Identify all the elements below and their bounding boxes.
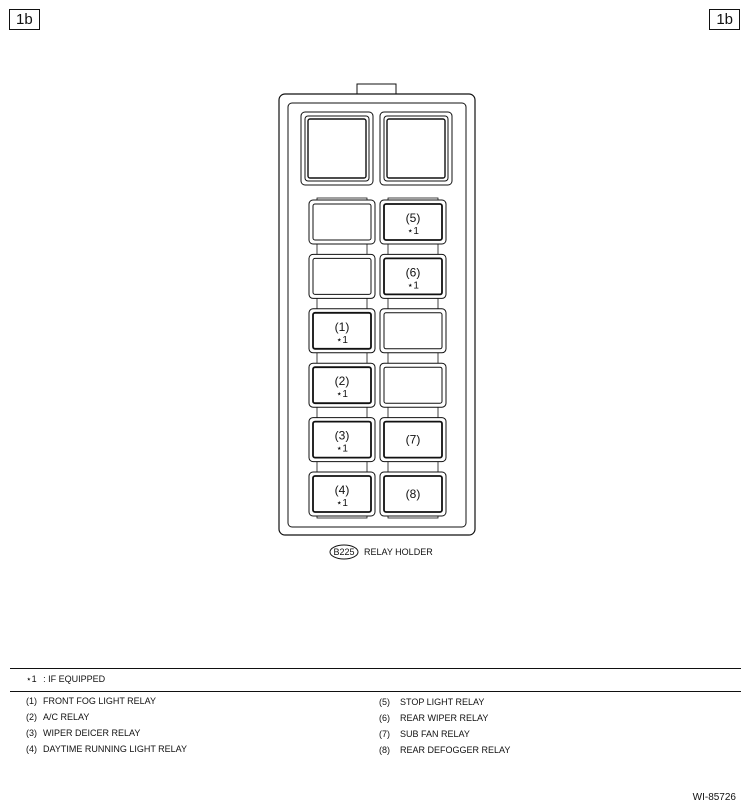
relay-slot-number: (2) xyxy=(334,374,350,389)
relay-slot xyxy=(380,418,446,462)
figure-code: WI-85726 xyxy=(692,792,736,803)
legend-item-num: (3) xyxy=(26,728,37,738)
legend-item-num: (1) xyxy=(26,696,37,706)
note-text: : IF EQUIPPED xyxy=(43,674,106,684)
legend-item-label: REAR WIPER RELAY xyxy=(400,713,489,723)
connector-id: B225 xyxy=(333,547,355,557)
legend-item-label: STOP LIGHT RELAY xyxy=(400,697,485,707)
note-mark: ⋆1 xyxy=(26,674,37,684)
relay-slot xyxy=(380,200,446,244)
relay-slot-equipped-mark: ⋆1 xyxy=(336,334,348,346)
relay-slot xyxy=(380,254,446,298)
holder-top-tab xyxy=(357,84,396,94)
relay-slot-number: (1) xyxy=(334,319,350,334)
relay-slot xyxy=(309,418,375,462)
relay-slot-outer xyxy=(309,254,375,298)
relay-slot-number: (7) xyxy=(405,432,421,447)
relay-slot xyxy=(380,309,446,353)
relay-slot xyxy=(309,254,375,298)
relay-slot xyxy=(309,200,375,244)
legend-item-label: FRONT FOG LIGHT RELAY xyxy=(43,696,157,706)
relay-slot-outer xyxy=(380,363,446,407)
relay-slot-equipped-mark: ⋆1 xyxy=(336,389,348,401)
legend-top-rule xyxy=(10,668,741,669)
relay-slot-equipped-mark: ⋆1 xyxy=(336,498,348,509)
page-tag-right: 1b xyxy=(709,9,740,30)
relay-slot-number: (3) xyxy=(334,428,350,443)
holder-caption: RELAY HOLDER xyxy=(364,547,433,557)
relay-slot-equipped-mark: ⋆1 xyxy=(407,280,419,292)
relay-slot-number: (4) xyxy=(334,483,350,497)
page-tag-left: 1b xyxy=(9,9,40,30)
legend-item-num: (8) xyxy=(379,745,390,755)
equipped-note xyxy=(26,674,105,685)
relay-slot-outer xyxy=(309,200,375,244)
relay-slot-equipped-mark: ⋆1 xyxy=(336,443,348,455)
relay-slot-number: (6) xyxy=(405,265,421,280)
relay-slot-number: (8) xyxy=(405,487,421,501)
relay-slot xyxy=(309,472,375,516)
relay-slot xyxy=(309,309,375,353)
relay-slot-equipped-mark: ⋆1 xyxy=(407,226,419,237)
legend-item-label: DAYTIME RUNNING LIGHT RELAY xyxy=(43,744,188,754)
relay-slot xyxy=(309,363,375,407)
legend-item-label: A/C RELAY xyxy=(43,712,90,722)
legend-item-num: (2) xyxy=(26,712,37,722)
legend-item-num: (4) xyxy=(26,744,37,754)
legend-item-label: WIPER DEICER RELAY xyxy=(43,728,141,738)
relay-slot-number: (5) xyxy=(405,211,421,225)
legend-item-num: (6) xyxy=(379,713,390,723)
legend-item-label: REAR DEFOGGER RELAY xyxy=(400,745,511,755)
relay-slot-outer xyxy=(380,309,446,353)
legend-item-num: (7) xyxy=(379,729,390,739)
legend-item-num: (5) xyxy=(379,697,390,707)
legend-mid-rule xyxy=(10,691,741,692)
legend-item-label: SUB FAN RELAY xyxy=(400,729,470,739)
relay-slot xyxy=(380,472,446,516)
relay-slot xyxy=(380,363,446,407)
